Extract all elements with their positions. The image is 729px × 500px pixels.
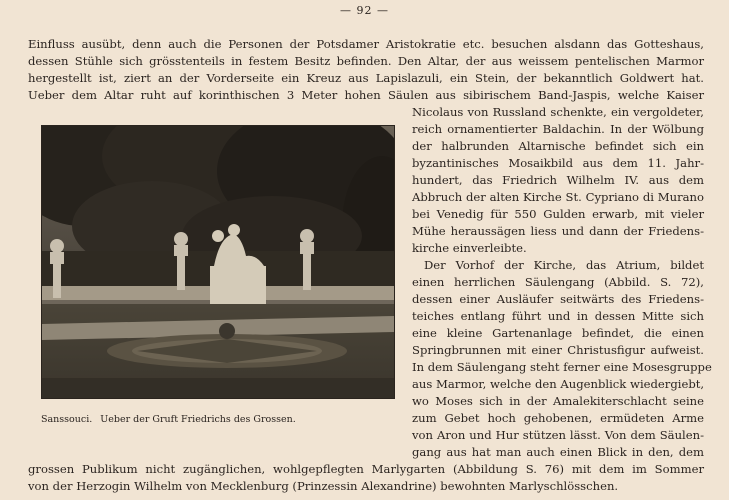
text-line: reich ornamentierter Baldachin. In der Wölbung [412,122,704,136]
text-line: Springbrunnen mit einer Christusfigur aufweist. [412,343,704,357]
page-number: — 92 — [340,4,389,17]
figure-photo [41,125,395,399]
text-line: hergestellt ist, ziert an der Vorderseite ein Kreuz aus Lapislazuli, ein Stein, der bekanntlich Goldwert hat. [28,71,704,85]
text-line: dessen Stühle sich grösstenteils in festem Besitz befinden. Den Altar, der aus weissem pentelischen Marmor [28,54,704,68]
text-line: byzantinisches Mosaikbild aus dem 11. Jahr- [412,156,704,170]
text-line: In dem Säulengang steht ferner eine Mosesgruppe [412,360,712,374]
text-line: teiches entlang führt und in dessen Mitte sich [412,309,704,323]
caption-text: Ueber der Gruft Friedrichs des Grossen. [100,414,296,425]
text-line: Einfluss ausübt, denn auch die Personen der Potsdamer Aristokratie etc. besuchen alsdann das Gotteshaus, [28,37,704,51]
figure-caption [41,414,393,425]
text-line: eine kleine Gartenanlage befindet, die einen [412,326,704,340]
text-line: Nicolaus von Russland schenkte, ein vergoldeter, [412,105,704,119]
text-line: grossen Publikum nicht zugänglichen, wohlgepflegten Marlygarten (Abbildung S. 76) mit dem im Sommer [28,462,704,476]
text-line: von der Herzogin Wilhelm von Mecklenburg (Prinzessin Alexandrine) bewohnten Marlyschlösschen. [28,479,619,493]
text-line: von Aron und Hur stützen lässt. Von dem Säulen- [412,428,704,442]
text-line: hundert, das Friedrich Wilhelm IV. aus dem [412,173,704,187]
garden-statue-photo [42,126,394,398]
text-line: wo Moses sich in der Amalekiterschlacht seine [412,394,704,408]
text-line: Ueber dem Altar ruht auf korinthischen 3 Meter hohen Säulen aus sibirischem Band-Jaspis, welche Kaiser [28,88,704,102]
text-line: zum Gebet hoch gehobenen, ermüdeten Arme [412,411,704,425]
text-line: Abbruch der alten Kirche St. Cypriano di Murano [412,190,704,204]
caption-place: Sanssouci. [41,414,93,425]
text-line: Mühe heraussägen liess und dann der Friedens- [412,224,704,238]
text-line: Der Vorhof der Kirche, das Atrium, bildet [424,258,704,272]
text-line: gang aus hat man auch einen Blick in den, dem [412,445,704,459]
text-line: einen herrlichen Säulengang (Abbild. S. 72), [412,275,704,289]
text-line: bei Venedig für 550 Gulden erwarb, mit vieler [412,207,704,221]
text-line: der halbrunden Altarnische befindet sich ein [412,139,704,153]
text-line: aus Marmor, welche den Augenblick wiedergiebt, [412,377,705,391]
text-line: kirche einverleibte. [412,241,527,255]
text-line: dessen einer Ausläufer seitwärts des Friedens- [412,292,704,306]
